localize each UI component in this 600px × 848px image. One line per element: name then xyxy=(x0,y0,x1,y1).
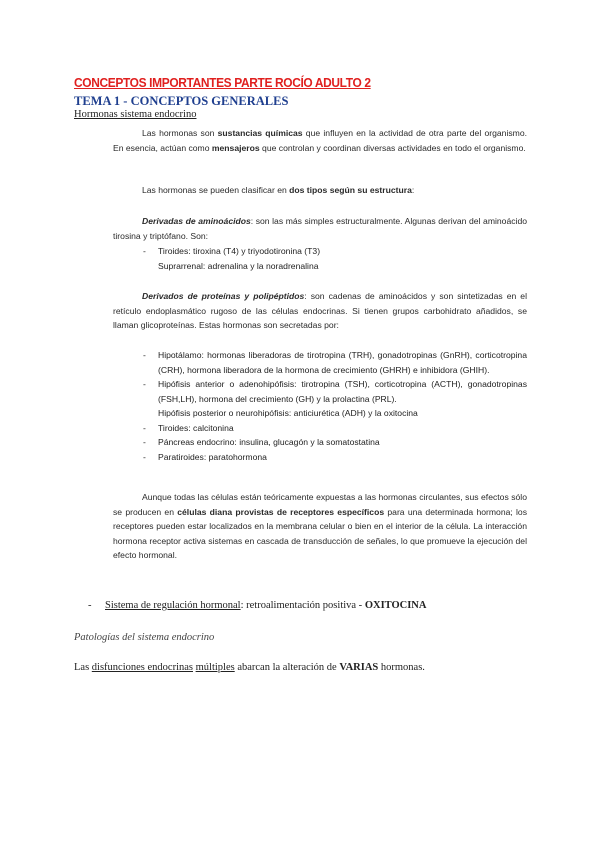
paragraph-protein-derived: Derivados de proteínas y polipéptidos: son cadenas de aminoácidos y son sintetizadas en el retículo endoplasmático rugoso de las células endocrinas. Si tienen grupos carbohidrato añadidos, se llaman glicoproteínas. Estas hormonas son secretadas por: xyxy=(113,291,527,330)
paragraph-classification: Las hormonas se pueden clasificar en dos tipos según su estructura: xyxy=(142,185,415,195)
list-protein-hormones xyxy=(143,348,527,464)
pathologies-heading: Patologías del sistema endocrino xyxy=(74,632,215,643)
list-item: Suprarrenal: adrenalina y la noradrenalina xyxy=(158,260,319,271)
list-item: Hipófisis posterior o neurohipófisis: anticiurética (ADH) y la oxitocina xyxy=(158,408,418,418)
list-item: - Hipófisis anterior o adenohipófisis: tirotropina (TSH), corticotropina (ACTH), gonadotropinas (FSH,LH), hormona del crecimiento (GH) y la prolactina (PRL). xyxy=(143,379,527,404)
list-item: - Páncreas endocrino: insulina, glucagón y la somatostatina xyxy=(143,437,380,447)
dysfunctions-line: Las disfunciones endocrinas múltiples abarcan la alteración de VARIAS hormonas. xyxy=(74,662,425,673)
document-title: CONCEPTOS IMPORTANTES PARTE ROCÍO ADULTO 2 xyxy=(74,75,371,90)
paragraph-aminoacid-derived: Derivadas de aminoácidos: son las más simples estructuralmente. Algunas derivan del aminoácido tirosina y triptófano. Son: xyxy=(113,216,528,241)
hormonal-regulation-line: - Sistema de regulación hormonal: retroalimentación positiva - OXITOCINA xyxy=(88,600,427,611)
list-aminoacid-hormones xyxy=(143,244,320,273)
list-item: - Hipotálamo: hormonas liberadoras de tirotropina (TRH), gonadotropinas (GnRH), corticotropina (CRH), hormona liberadora de la hormona de crecimiento (GHRH) e inhibidora (GHIH). xyxy=(143,350,527,375)
paragraph-target-cells: Aunque todas las células están teóricamente expuestas a las hormonas circulantes, sus efectos sólo se producen en células diana provistas de receptores específicos para una determinada hormona; los receptores pueden estar localizados en la membrana celular o bien en el interior de la célula. La interacción hormona receptor activa sistemas en cascada de transducción de señales, lo que promueve la ejecución del efecto hormonal. xyxy=(113,492,528,560)
subsection-heading: Hormonas sistema endocrino xyxy=(74,109,197,120)
list-item: - Paratiroides: paratohormona xyxy=(143,451,267,462)
section-heading: TEMA 1 - CONCEPTOS GENERALES xyxy=(74,94,289,108)
list-item: - Tiroides: tiroxina (T4) y triyodotironina (T3) xyxy=(143,246,321,256)
list-item: - Tiroides: calcitonina xyxy=(143,422,234,433)
paragraph-intro: Las hormonas son sustancias químicas que influyen en la actividad de otra parte del organismo. En esencia, actúan como mensajeros que controlan y coordinan diversas actividades en todo el organismo. xyxy=(113,128,527,153)
